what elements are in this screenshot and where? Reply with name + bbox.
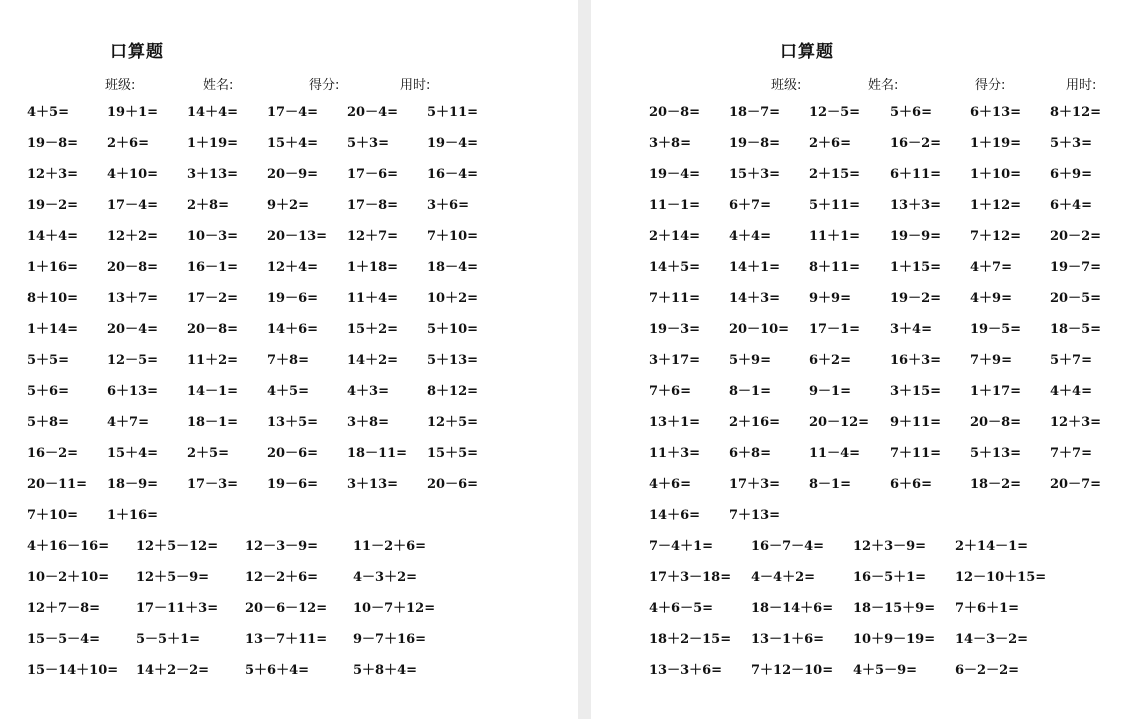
problem: 14＋1=	[729, 260, 781, 275]
problem: 2＋6=	[107, 136, 149, 151]
problem: 12＋3=	[27, 167, 79, 182]
problem: 19－5=	[970, 322, 1022, 337]
problem: 1＋15=	[890, 260, 942, 275]
problem-row	[591, 290, 1134, 321]
problem: 17－1=	[809, 322, 861, 337]
problem: 16－2=	[27, 446, 79, 461]
problem: 19－2=	[890, 291, 942, 306]
problem: 10－7＋12=	[353, 601, 436, 616]
simple-problems-grid	[591, 104, 1134, 538]
class-label: 班级:	[771, 78, 802, 93]
problem: 12＋5－9=	[136, 570, 210, 585]
problem: 9－7＋16=	[353, 632, 427, 647]
problem: 3＋4=	[890, 322, 932, 337]
problem-row	[591, 321, 1134, 352]
problem: 8＋10=	[27, 291, 79, 306]
problem-row	[591, 538, 1134, 569]
problem-row	[591, 414, 1134, 445]
problem: 20－6－12=	[245, 601, 328, 616]
problem: 12＋3－9=	[853, 539, 927, 554]
problem: 19－6=	[267, 291, 319, 306]
problem: 5＋3=	[347, 136, 389, 151]
problem: 15＋2=	[347, 322, 399, 337]
problem: 16－5＋1=	[853, 570, 927, 585]
problem: 20－5=	[1050, 291, 1102, 306]
problem: 20－4=	[107, 322, 159, 337]
problem: 5＋3=	[1050, 136, 1092, 151]
problem: 14－1=	[187, 384, 239, 399]
problem-row	[0, 290, 578, 321]
problem: 1＋19=	[187, 136, 239, 151]
problem: 7＋7=	[1050, 446, 1092, 461]
problem: 19＋1=	[107, 105, 159, 120]
problem: 5＋5=	[27, 353, 69, 368]
problem: 20－11=	[27, 477, 88, 492]
problem: 18－7=	[729, 105, 781, 120]
problem: 8＋12=	[427, 384, 479, 399]
problem: 18－5=	[1050, 322, 1102, 337]
problem: 5＋7=	[1050, 353, 1092, 368]
problem: 4－3＋2=	[353, 570, 418, 585]
problem: 20－6=	[427, 477, 479, 492]
problem: 19－3=	[649, 322, 701, 337]
problem: 19－6=	[267, 477, 319, 492]
simple-problems-grid	[0, 104, 578, 538]
problem: 4＋5=	[27, 105, 69, 120]
problem: 16－4=	[427, 167, 479, 182]
problem-row	[0, 197, 578, 228]
problem: 16＋3=	[890, 353, 942, 368]
problem: 15－14＋10=	[27, 663, 119, 678]
problem-row	[0, 228, 578, 259]
problem: 6＋11=	[890, 167, 942, 182]
problem: 11＋2=	[187, 353, 239, 368]
problem: 5＋6=	[27, 384, 69, 399]
problem: 2＋8=	[187, 198, 229, 213]
problem: 10＋2=	[427, 291, 479, 306]
problem: 7＋11=	[890, 446, 942, 461]
problem: 3＋17=	[649, 353, 701, 368]
problem: 5＋8＋4=	[353, 663, 418, 678]
problem: 12＋3=	[1050, 415, 1102, 430]
problem: 5＋6＋4=	[245, 663, 310, 678]
problem: 1＋16=	[27, 260, 79, 275]
problem: 3＋15=	[890, 384, 942, 399]
problem: 5＋10=	[427, 322, 479, 337]
problem-row	[591, 445, 1134, 476]
problem: 7＋12=	[970, 229, 1022, 244]
problem-row	[591, 476, 1134, 507]
problem: 12＋7－8=	[27, 601, 101, 616]
problem: 18－15＋9=	[853, 601, 936, 616]
problem: 16－1=	[187, 260, 239, 275]
problem: 8－1=	[729, 384, 771, 399]
score-label: 得分:	[975, 78, 1006, 93]
problem: 16－2=	[890, 136, 942, 151]
problem: 12－3－9=	[245, 539, 319, 554]
problem: 9＋9=	[809, 291, 851, 306]
problem: 18－9=	[107, 477, 159, 492]
problem: 13＋3=	[890, 198, 942, 213]
problem: 17＋3－18=	[649, 570, 732, 585]
problem-row	[0, 166, 578, 197]
problem: 20－10=	[729, 322, 790, 337]
problem: 4＋9=	[970, 291, 1012, 306]
problem: 4＋4=	[1050, 384, 1092, 399]
problem-row	[591, 135, 1134, 166]
problem: 17－4=	[107, 198, 159, 213]
problem: 20－8=	[649, 105, 701, 120]
problem: 19－4=	[427, 136, 479, 151]
problem: 2＋5=	[187, 446, 229, 461]
problem: 6＋6=	[890, 477, 932, 492]
problem: 5＋9=	[729, 353, 771, 368]
problem-row	[0, 104, 578, 135]
problem: 11－1=	[649, 198, 701, 213]
problem: 6＋4=	[1050, 198, 1092, 213]
problem: 9－1=	[809, 384, 851, 399]
worksheet-page-right	[591, 0, 1134, 719]
problem: 20－8=	[970, 415, 1022, 430]
problem: 7＋10=	[27, 508, 79, 523]
problem-row	[0, 507, 578, 538]
problem: 13－7＋11=	[245, 632, 328, 647]
problem: 2＋6=	[809, 136, 851, 151]
problem-row	[0, 538, 578, 569]
problem: 19－2=	[27, 198, 79, 213]
problem: 15＋5=	[427, 446, 479, 461]
problem: 7＋11=	[649, 291, 701, 306]
problem: 18－4=	[427, 260, 479, 275]
problem: 15＋4=	[107, 446, 159, 461]
problem: 4＋10=	[107, 167, 159, 182]
problem: 14＋5=	[649, 260, 701, 275]
problem: 14＋4=	[27, 229, 79, 244]
problem: 5＋6=	[890, 105, 932, 120]
problem-row	[0, 321, 578, 352]
page-title: 口算题	[780, 42, 834, 62]
problem: 18－2=	[970, 477, 1022, 492]
problem: 1＋18=	[347, 260, 399, 275]
problem: 20－12=	[809, 415, 870, 430]
problem: 12＋4=	[267, 260, 319, 275]
problem-row	[591, 166, 1134, 197]
problem: 20－8=	[107, 260, 159, 275]
problem: 1＋12=	[970, 198, 1022, 213]
problem: 1＋17=	[970, 384, 1022, 399]
problem: 18－14＋6=	[751, 601, 834, 616]
problem-row	[591, 631, 1134, 662]
problem: 11－2＋6=	[353, 539, 427, 554]
problem: 12＋7=	[347, 229, 399, 244]
problem: 10＋9－19=	[853, 632, 936, 647]
time-label: 用时:	[1066, 78, 1097, 93]
problem: 3＋8=	[347, 415, 389, 430]
problem: 4＋5=	[267, 384, 309, 399]
problem: 20－7=	[1050, 477, 1102, 492]
problem: 1＋16=	[107, 508, 159, 523]
problem: 14＋2=	[347, 353, 399, 368]
problem: 7－4＋1=	[649, 539, 714, 554]
problem: 20－2=	[1050, 229, 1102, 244]
problem: 2＋14=	[649, 229, 701, 244]
problem: 19－8=	[27, 136, 79, 151]
problem: 18－11=	[347, 446, 408, 461]
problem: 11＋3=	[649, 446, 701, 461]
problem: 12＋5=	[427, 415, 479, 430]
problem: 4＋16－16=	[27, 539, 110, 554]
problem: 2＋16=	[729, 415, 781, 430]
problem: 8＋12=	[1050, 105, 1102, 120]
problem-row	[0, 569, 578, 600]
problem: 2＋14－1=	[955, 539, 1029, 554]
problem: 12＋2=	[107, 229, 159, 244]
problem-row	[0, 383, 578, 414]
problem: 11－4=	[809, 446, 861, 461]
problem: 10－3=	[187, 229, 239, 244]
problem: 15＋4=	[267, 136, 319, 151]
problem: 18＋2－15=	[649, 632, 732, 647]
problem: 19－7=	[1050, 260, 1102, 275]
problem: 4－4＋2=	[751, 570, 816, 585]
problem: 3＋13=	[187, 167, 239, 182]
problem: 4＋7=	[970, 260, 1012, 275]
problem: 7＋10=	[427, 229, 479, 244]
problem: 17－8=	[347, 198, 399, 213]
problem: 11＋1=	[809, 229, 861, 244]
problem: 12－5=	[107, 353, 159, 368]
problem: 17－11＋3=	[136, 601, 219, 616]
problem-row	[591, 228, 1134, 259]
time-label: 用时:	[400, 78, 431, 93]
problem: 6＋9=	[1050, 167, 1092, 182]
problem: 4＋5－9=	[853, 663, 918, 678]
problem-row	[591, 383, 1134, 414]
problem: 19－9=	[890, 229, 942, 244]
problem-row	[591, 662, 1134, 693]
problem-row	[0, 259, 578, 290]
problem-row	[0, 352, 578, 383]
problem: 8＋11=	[809, 260, 861, 275]
problem: 6＋7=	[729, 198, 771, 213]
problem: 15＋3=	[729, 167, 781, 182]
problem-row	[0, 445, 578, 476]
problem: 9＋11=	[890, 415, 942, 430]
problem: 2＋15=	[809, 167, 861, 182]
problem: 14－3－2=	[955, 632, 1029, 647]
problem: 5＋13=	[970, 446, 1022, 461]
problem: 5＋11=	[809, 198, 861, 213]
problem: 6＋2=	[809, 353, 851, 368]
problem: 19－4=	[649, 167, 701, 182]
problem-row	[0, 662, 578, 693]
problem: 13－1＋6=	[751, 632, 825, 647]
problem-row	[0, 476, 578, 507]
problem: 20－13=	[267, 229, 328, 244]
problem: 18－1=	[187, 415, 239, 430]
problem: 14＋4=	[187, 105, 239, 120]
problem: 15－5－4=	[27, 632, 101, 647]
problem: 6＋8=	[729, 446, 771, 461]
problem: 3＋8=	[649, 136, 691, 151]
mixed-problems-grid	[0, 538, 578, 693]
mixed-problems-grid	[591, 538, 1134, 693]
class-label: 班级:	[105, 78, 136, 93]
problem: 12＋5－12=	[136, 539, 219, 554]
problem: 6＋13=	[107, 384, 159, 399]
name-label: 姓名:	[203, 78, 234, 93]
score-label: 得分:	[309, 78, 340, 93]
problem: 14＋6=	[649, 508, 701, 523]
problem: 13＋7=	[107, 291, 159, 306]
problem: 20－8=	[187, 322, 239, 337]
problem-row	[0, 414, 578, 445]
problem: 17－4=	[267, 105, 319, 120]
problem: 19－8=	[729, 136, 781, 151]
problem: 8－1=	[809, 477, 851, 492]
problem: 17－3=	[187, 477, 239, 492]
problem: 5＋11=	[427, 105, 479, 120]
problem: 6－2－2=	[955, 663, 1020, 678]
problem-row	[591, 259, 1134, 290]
problem: 5＋13=	[427, 353, 479, 368]
problem: 12－10＋15=	[955, 570, 1047, 585]
problem-row	[591, 600, 1134, 631]
problem-row	[591, 507, 1134, 538]
name-label: 姓名:	[868, 78, 899, 93]
problem: 14＋6=	[267, 322, 319, 337]
problem: 7＋6＋1=	[955, 601, 1020, 616]
problem-row	[591, 197, 1134, 228]
problem: 1＋19=	[970, 136, 1022, 151]
problem: 11＋4=	[347, 291, 399, 306]
problem-row	[591, 104, 1134, 135]
problem: 7＋8=	[267, 353, 309, 368]
problem: 20－9=	[267, 167, 319, 182]
problem: 17＋3=	[729, 477, 781, 492]
problem-row	[0, 600, 578, 631]
problem: 7＋13=	[729, 508, 781, 523]
problem: 4＋4=	[729, 229, 771, 244]
problem: 10－2＋10=	[27, 570, 110, 585]
problem: 5＋8=	[27, 415, 69, 430]
problem: 14＋3=	[729, 291, 781, 306]
problem: 3＋13=	[347, 477, 399, 492]
problem-row	[0, 135, 578, 166]
problem-row	[0, 631, 578, 662]
problem: 20－6=	[267, 446, 319, 461]
problem: 12－5=	[809, 105, 861, 120]
problem: 12－2＋6=	[245, 570, 319, 585]
problem: 3＋6=	[427, 198, 469, 213]
problem: 4＋6=	[649, 477, 691, 492]
problem: 1＋10=	[970, 167, 1022, 182]
problem: 13＋5=	[267, 415, 319, 430]
problem: 4＋7=	[107, 415, 149, 430]
problem: 4＋6－5=	[649, 601, 714, 616]
page-title: 口算题	[110, 42, 164, 62]
problem: 14＋2－2=	[136, 663, 210, 678]
problem: 5－5＋1=	[136, 632, 201, 647]
problem: 7＋12－10=	[751, 663, 834, 678]
problem: 13－3＋6=	[649, 663, 723, 678]
problem: 16－7－4=	[751, 539, 825, 554]
problem: 4＋3=	[347, 384, 389, 399]
problem-row	[591, 569, 1134, 600]
problem: 13＋1=	[649, 415, 701, 430]
problem: 7＋9=	[970, 353, 1012, 368]
problem: 7＋6=	[649, 384, 691, 399]
problem: 17－6=	[347, 167, 399, 182]
problem: 6＋13=	[970, 105, 1022, 120]
problem: 20－4=	[347, 105, 399, 120]
problem: 9＋2=	[267, 198, 309, 213]
problem: 17－2=	[187, 291, 239, 306]
problem-row	[591, 352, 1134, 383]
problem: 1＋14=	[27, 322, 79, 337]
